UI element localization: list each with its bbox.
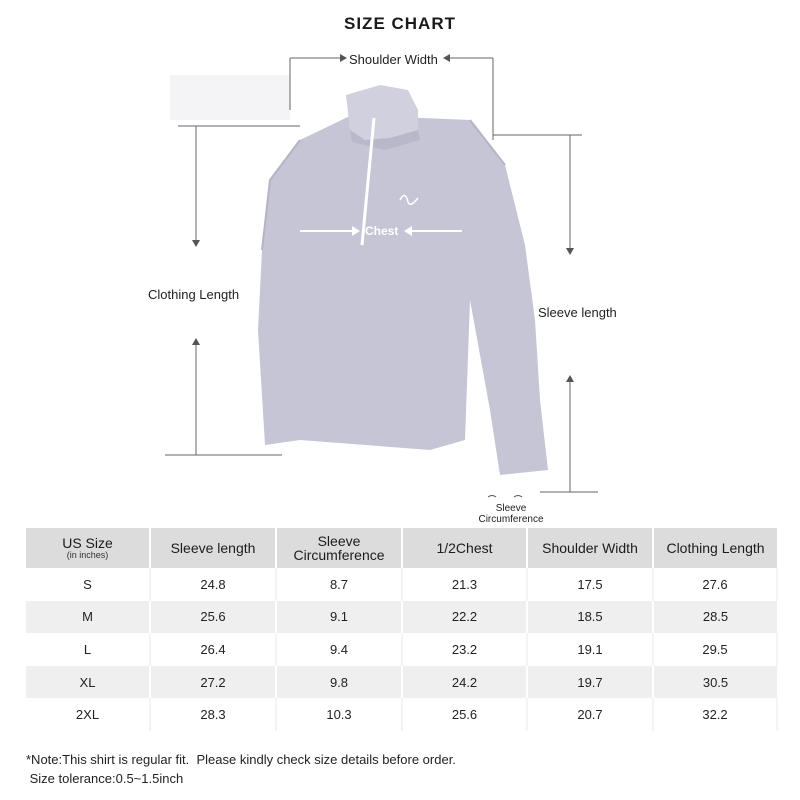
header-clothing-length	[653, 528, 777, 568]
header-label: Clothing Length	[666, 540, 765, 556]
table-cell: 17.5	[527, 568, 653, 601]
fit-note: *Note:This shirt is regular fit. Please kindly check size details before order.	[26, 752, 456, 767]
table-cell: 26.4	[150, 633, 276, 666]
table-cell: 21.3	[402, 568, 527, 601]
table-cell: 9.4	[276, 633, 402, 666]
table-cell: M	[26, 601, 150, 634]
sleeve-circumference-label	[476, 503, 546, 525]
table-cell: 28.5	[653, 601, 777, 634]
table-cell: 27.6	[653, 568, 777, 601]
header-label: Sleeve	[317, 533, 361, 549]
header-label: Sleeve length	[170, 540, 256, 556]
table-cell: 24.8	[150, 568, 276, 601]
table-cell: 19.7	[527, 666, 653, 699]
sleeve-circumference-line-2: Circumference	[478, 514, 544, 525]
header-shoulder-width	[527, 528, 653, 568]
table-cell: 9.8	[276, 666, 402, 699]
table-row	[26, 601, 777, 634]
shirt-illustration	[258, 85, 548, 475]
clothing-length-label: Clothing Length	[148, 287, 240, 302]
header-sleeve-length	[150, 528, 276, 568]
table-cell: 30.5	[653, 666, 777, 699]
table-cell: 32.2	[653, 698, 777, 731]
header-half-chest	[402, 528, 527, 568]
table-cell: 22.2	[402, 601, 527, 634]
header-label: Circumference	[293, 547, 385, 563]
sleeve-length-label: Sleeve length	[538, 305, 617, 320]
table-cell: 24.2	[402, 666, 527, 699]
table-cell: 10.3	[276, 698, 402, 731]
header-label: US Size	[62, 534, 113, 551]
table-cell: 19.1	[527, 633, 653, 666]
table-cell: 23.2	[402, 633, 527, 666]
table-cell: XL	[26, 666, 150, 699]
header-sub-label: (in inches)	[66, 549, 109, 560]
table-cell: 8.7	[276, 568, 402, 601]
table-cell: 9.1	[276, 601, 402, 634]
table-cell: 18.5	[527, 601, 653, 634]
table-cell: S	[26, 568, 150, 601]
table-header-row	[26, 528, 777, 568]
chest-label: Chest	[365, 224, 399, 238]
table-row	[26, 666, 777, 699]
table-cell: L	[26, 633, 150, 666]
table-row	[26, 698, 777, 731]
table-cell: 25.6	[150, 601, 276, 634]
tolerance-note: Size tolerance:0.5~1.5inch	[26, 771, 184, 786]
header-label: 1/2Chest	[436, 540, 493, 556]
table-cell: 29.5	[653, 633, 777, 666]
table-cell: 25.6	[402, 698, 527, 731]
sleeve-circumference-line-1: Sleeve	[495, 503, 527, 514]
sleeve-circumference-icon	[488, 496, 522, 498]
header-us-size	[26, 528, 150, 568]
table-row	[26, 568, 777, 601]
size-diagram	[0, 40, 800, 530]
size-table	[26, 528, 778, 731]
shoulder-width-label: Shoulder Width	[349, 52, 438, 67]
table-cell: 20.7	[527, 698, 653, 731]
table-cell: 28.3	[150, 698, 276, 731]
header-sleeve-circumference	[276, 528, 402, 568]
header-label: Shoulder Width	[542, 540, 638, 556]
table-cell: 27.2	[150, 666, 276, 699]
table-cell: 2XL	[26, 698, 150, 731]
page-title: SIZE CHART	[344, 14, 456, 33]
table-row	[26, 633, 777, 666]
